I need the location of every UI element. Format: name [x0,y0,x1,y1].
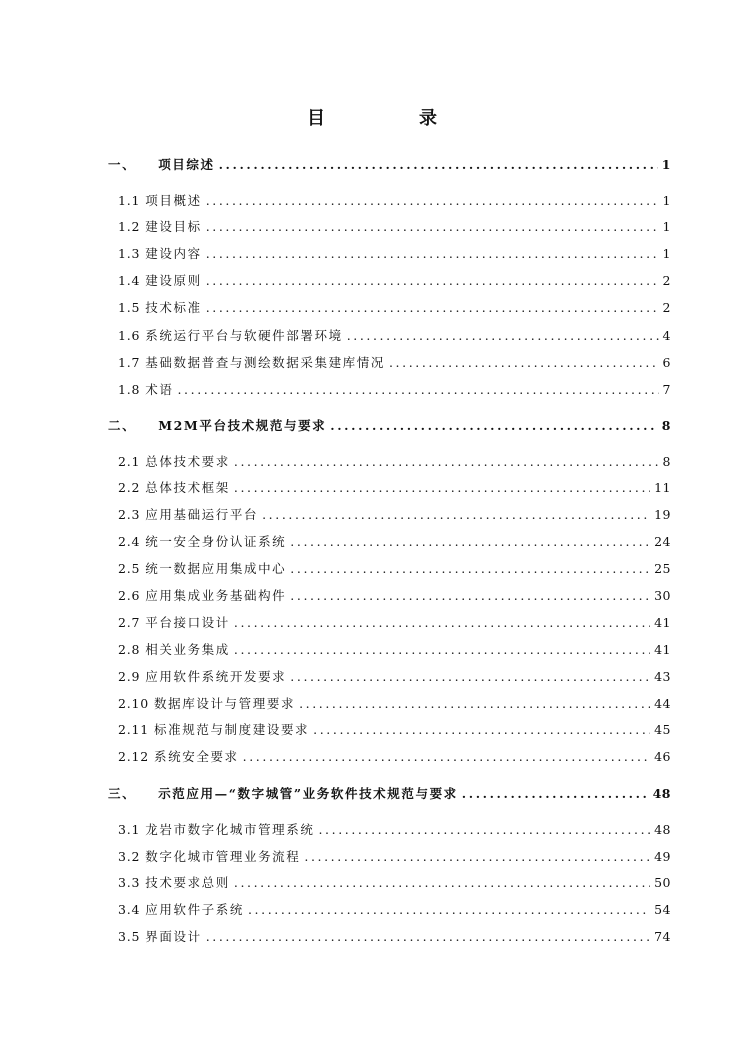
toc-entry-title: 总体技术要求 [145,454,230,469]
toc-section-entry[interactable] [118,874,671,892]
toc-dot-leader [318,821,650,839]
toc-entry-number: 3.5 [118,929,141,944]
toc-entry-number: 2.10 [118,696,150,711]
toc-entry-number: 2.7 [118,615,141,630]
toc-page-number: 1 [662,193,671,208]
toc-dot-leader [234,874,650,892]
toc-dot-leader [206,218,659,236]
toc-section-entry[interactable] [118,928,671,946]
toc-entry-title: 术语 [145,382,174,397]
toc-dot-leader [234,614,650,632]
toc-entry-title: 应用软件系统开发要求 [145,669,287,684]
toc-section-entry[interactable] [118,354,671,372]
toc-section-entry[interactable] [118,299,671,317]
toc-page-number: 1 [662,246,671,261]
toc-entry-number: 2.12 [118,749,150,764]
toc-entry-number: 1.6 [118,328,141,343]
toc-dot-leader [248,901,650,919]
toc-chapter-entry[interactable] [108,156,671,174]
toc-dot-leader [234,479,650,497]
toc-entry-number: 3.4 [118,902,141,917]
toc-page-number: 30 [654,588,671,603]
toc-page-number: 8 [662,454,671,469]
toc-entry-number: 3.1 [118,822,141,837]
toc-section-entry[interactable] [118,453,671,471]
toc-entry-title: 应用软件子系统 [145,902,244,917]
toc-dot-leader [206,928,650,946]
toc-entry-number: 二、 [108,418,137,433]
toc-entry-number: 1.4 [118,273,141,288]
toc-entry-title: 应用基础运行平台 [145,507,259,522]
toc-section-entry[interactable] [118,479,671,497]
toc-page-number: 4 [662,328,671,343]
toc-entry-title: 示范应用—“数字城管”业务软件技术规范与要求 [158,786,458,801]
toc-entry-title: 项目综述 [158,157,215,172]
toc-entry-number: 1.1 [118,193,141,208]
toc-dot-leader [206,245,659,263]
toc-dot-leader [290,560,650,578]
toc-page-number: 48 [652,786,671,801]
toc-dot-leader [290,668,650,686]
toc-page-number: 11 [654,480,671,495]
toc-entry-number: 2.9 [118,669,141,684]
toc-page-number: 54 [654,902,671,917]
toc-section-entry[interactable] [118,560,671,578]
toc-dot-leader [330,417,658,435]
toc-entry-number: 1.2 [118,219,141,234]
toc-page-number: 50 [654,875,671,890]
toc-page-number: 19 [654,507,671,522]
toc-section-entry[interactable] [118,668,671,686]
toc-dot-leader [234,453,659,471]
toc-chapter-entry[interactable] [108,785,671,803]
toc-dot-leader [290,533,650,551]
toc-section-entry[interactable] [118,245,671,263]
toc-page-number: 43 [654,669,671,684]
toc-page-number: 2 [662,300,671,315]
toc-chapter-entry[interactable] [108,417,671,435]
toc-entry-number: 3.2 [118,849,141,864]
toc-dot-leader [304,848,650,866]
toc-entry-number: 2.11 [118,722,150,737]
toc-dot-leader [219,156,658,174]
toc-entry-title: 基础数据普查与测绘数据采集建库情况 [145,355,385,370]
toc-entry-title: 数据库设计与管理要求 [154,696,296,711]
toc-dot-leader [389,354,659,372]
toc-entry-title: 龙岩市数字化城市管理系统 [145,822,315,837]
toc-entry-title: 平台接口设计 [145,615,230,630]
toc-entry-number: 2.8 [118,642,141,657]
toc-page-number: 41 [654,615,671,630]
toc-page-number: 41 [654,642,671,657]
toc-page-number: 46 [654,749,671,764]
toc-page-number: 25 [654,561,671,576]
toc-section-entry[interactable] [118,327,671,345]
toc-section-entry[interactable] [118,381,671,399]
toc-section-entry[interactable] [118,821,671,839]
toc-entry-title: 应用集成业务基础构件 [145,588,287,603]
toc-entry-number: 1.8 [118,382,141,397]
toc-entry-title: M2M平台技术规范与要求 [158,418,327,433]
toc-section-entry[interactable] [118,506,671,524]
toc-entry-number: 2.3 [118,507,141,522]
toc-section-entry[interactable] [118,695,671,713]
toc-dot-leader [243,748,650,766]
toc-page-number: 48 [654,822,671,837]
toc-dot-leader [206,299,659,317]
toc-dot-leader [262,506,650,524]
toc-entry-title: 技术要求总则 [145,875,230,890]
toc-entry-number: 2.1 [118,454,141,469]
toc-dot-leader [234,641,650,659]
toc-entry-number: 2.4 [118,534,141,549]
toc-entry-title: 统一数据应用集成中心 [145,561,287,576]
toc-entry-title: 数字化城市管理业务流程 [145,849,301,864]
toc-page-number: 8 [661,418,671,433]
toc-entry-number: 三、 [108,786,137,801]
toc-page-number: 24 [654,534,671,549]
toc-entry-title: 系统安全要求 [154,749,239,764]
toc-entry-title: 相关业务集成 [145,642,230,657]
toc-dot-leader [313,721,650,739]
toc-entry-title: 技术标准 [145,300,202,315]
toc-dot-leader [462,785,649,803]
toc-entry-title: 界面设计 [145,929,202,944]
toc-page-number: 6 [662,355,671,370]
toc-section-entry[interactable] [118,848,671,866]
toc-entry-number: 1.7 [118,355,141,370]
toc-entry-number: 2.2 [118,480,141,495]
toc-section-entry[interactable] [118,721,671,739]
toc-entry-title: 项目概述 [145,193,202,208]
toc-page-number: 1 [662,219,671,234]
toc-entry-number: 1.3 [118,246,141,261]
toc-entry-number: 2.6 [118,588,141,603]
toc-section-entry[interactable] [118,218,671,236]
toc-entry-title: 标准规范与制度建设要求 [154,722,310,737]
toc-page-number: 74 [654,929,671,944]
toc-section-entry[interactable] [118,272,671,290]
toc-dot-leader [290,587,650,605]
toc-page-number: 2 [662,273,671,288]
toc-page-number: 1 [661,157,671,172]
toc-page-number: 45 [654,722,671,737]
toc-dot-leader [299,695,650,713]
toc-entry-number: 3.3 [118,875,141,890]
toc-page-number: 7 [662,382,671,397]
toc-section-entry[interactable] [118,614,671,632]
toc-entry-number: 2.5 [118,561,141,576]
toc-entry-title: 建设目标 [145,219,202,234]
toc-dot-leader [347,327,659,345]
toc-entry-title: 建设原则 [145,273,202,288]
toc-entry-title: 系统运行平台与软硬件部署环境 [145,328,343,343]
toc-entry-number: 1.5 [118,300,141,315]
toc-title: 目 录 [307,108,475,129]
toc-page-number: 49 [654,849,671,864]
toc-page-number: 44 [654,696,671,711]
toc-section-entry[interactable] [118,587,671,605]
toc-dot-leader [177,381,658,399]
toc-dot-leader [206,272,659,290]
toc-section-entry[interactable] [118,901,671,919]
toc-entry-title: 总体技术框架 [145,480,230,495]
toc-entry-title: 统一安全身份认证系统 [145,534,287,549]
toc-section-entry[interactable] [118,192,671,210]
toc-entry-title: 建设内容 [145,246,202,261]
toc-section-entry[interactable] [118,641,671,659]
toc-entry-number: 一、 [108,157,137,172]
toc-section-entry[interactable] [118,533,671,551]
toc-section-entry[interactable] [118,748,671,766]
toc-dot-leader [206,192,659,210]
